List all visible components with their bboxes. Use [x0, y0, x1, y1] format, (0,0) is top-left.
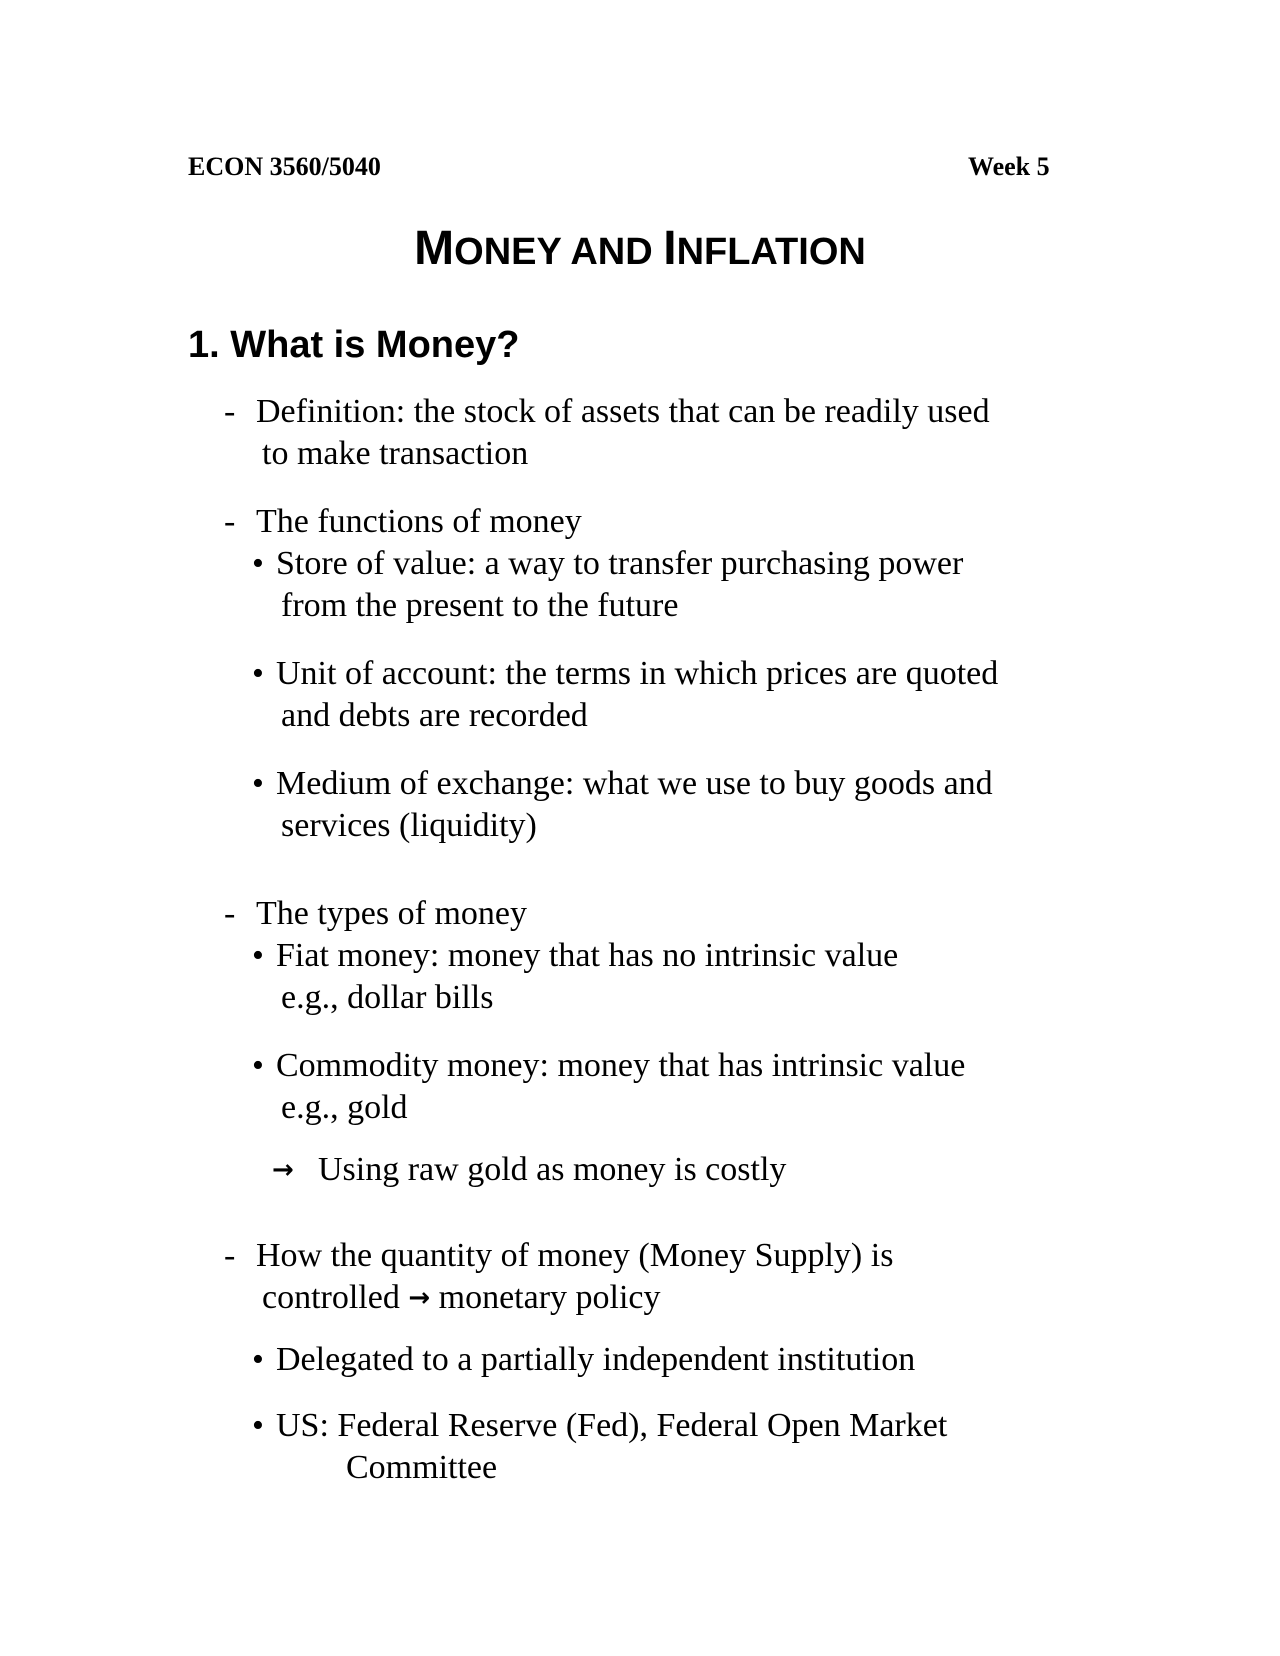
title-part-and: AND	[561, 231, 664, 273]
definition-line-2: to make transaction	[262, 435, 529, 472]
store-of-value-line-1: Store of value: a way to transfer purchasing power	[276, 545, 964, 582]
us-fed-line-2: Committee	[346, 1449, 498, 1486]
bullet-marker: •	[252, 545, 264, 582]
unit-of-account-line-2: and debts are recorded	[281, 697, 588, 734]
course-code: ECON 3560/5040	[188, 152, 381, 181]
us-fed-line-1: US: Federal Reserve (Fed), Federal Open Market	[276, 1407, 948, 1444]
title-part-oney: ONEY	[454, 231, 562, 273]
commodity-money-line-2: e.g., gold	[281, 1089, 408, 1126]
definition-line-1: Definition: the stock of assets that can be readily used	[256, 393, 990, 430]
bullet-marker: •	[252, 1407, 264, 1444]
page-title	[0, 220, 1280, 280]
control-line-2-end: monetary policy	[430, 1279, 661, 1316]
bullet-marker: •	[252, 1047, 264, 1084]
title-initial-i: I	[663, 222, 677, 275]
gold-cost-note: Using raw gold as money is costly	[318, 1151, 787, 1188]
control-line-2-start: controlled	[262, 1279, 409, 1316]
dash-marker: -	[224, 393, 236, 430]
commodity-money-line-1: Commodity money: money that has intrinsic value	[276, 1047, 966, 1084]
arrow-right-icon: →	[272, 1155, 294, 1185]
fiat-money-line-1: Fiat money: money that has no intrinsic value	[276, 937, 899, 974]
dash-marker: -	[224, 503, 236, 540]
dash-marker: -	[224, 895, 236, 932]
functions-heading: The functions of money	[256, 503, 582, 540]
control-line-2	[262, 1278, 661, 1318]
delegated-institution-line: Delegated to a partially independent institution	[276, 1341, 916, 1378]
bullet-marker: •	[252, 1341, 264, 1378]
unit-of-account-line-1: Unit of account: the terms in which prices are quoted	[276, 655, 999, 692]
bullet-marker: •	[252, 937, 264, 974]
title-part-nflation: NFLATION	[676, 231, 866, 273]
section-heading: 1. What is Money?	[188, 324, 520, 366]
title-initial-m: M	[414, 222, 455, 275]
fiat-money-line-2: e.g., dollar bills	[281, 979, 494, 1016]
medium-of-exchange-line-1: Medium of exchange: what we use to buy goods and	[276, 765, 993, 802]
week-label: Week 5	[968, 152, 1050, 181]
bullet-marker: •	[252, 655, 264, 692]
bullet-marker: •	[252, 765, 264, 802]
arrow-right-icon: →	[408, 1283, 431, 1313]
control-line-1: How the quantity of money (Money Supply) is	[256, 1237, 894, 1274]
types-heading: The types of money	[256, 895, 527, 932]
dash-marker: -	[224, 1237, 236, 1274]
medium-of-exchange-line-2: services (liquidity)	[281, 807, 537, 844]
store-of-value-line-2: from the present to the future	[281, 587, 679, 624]
